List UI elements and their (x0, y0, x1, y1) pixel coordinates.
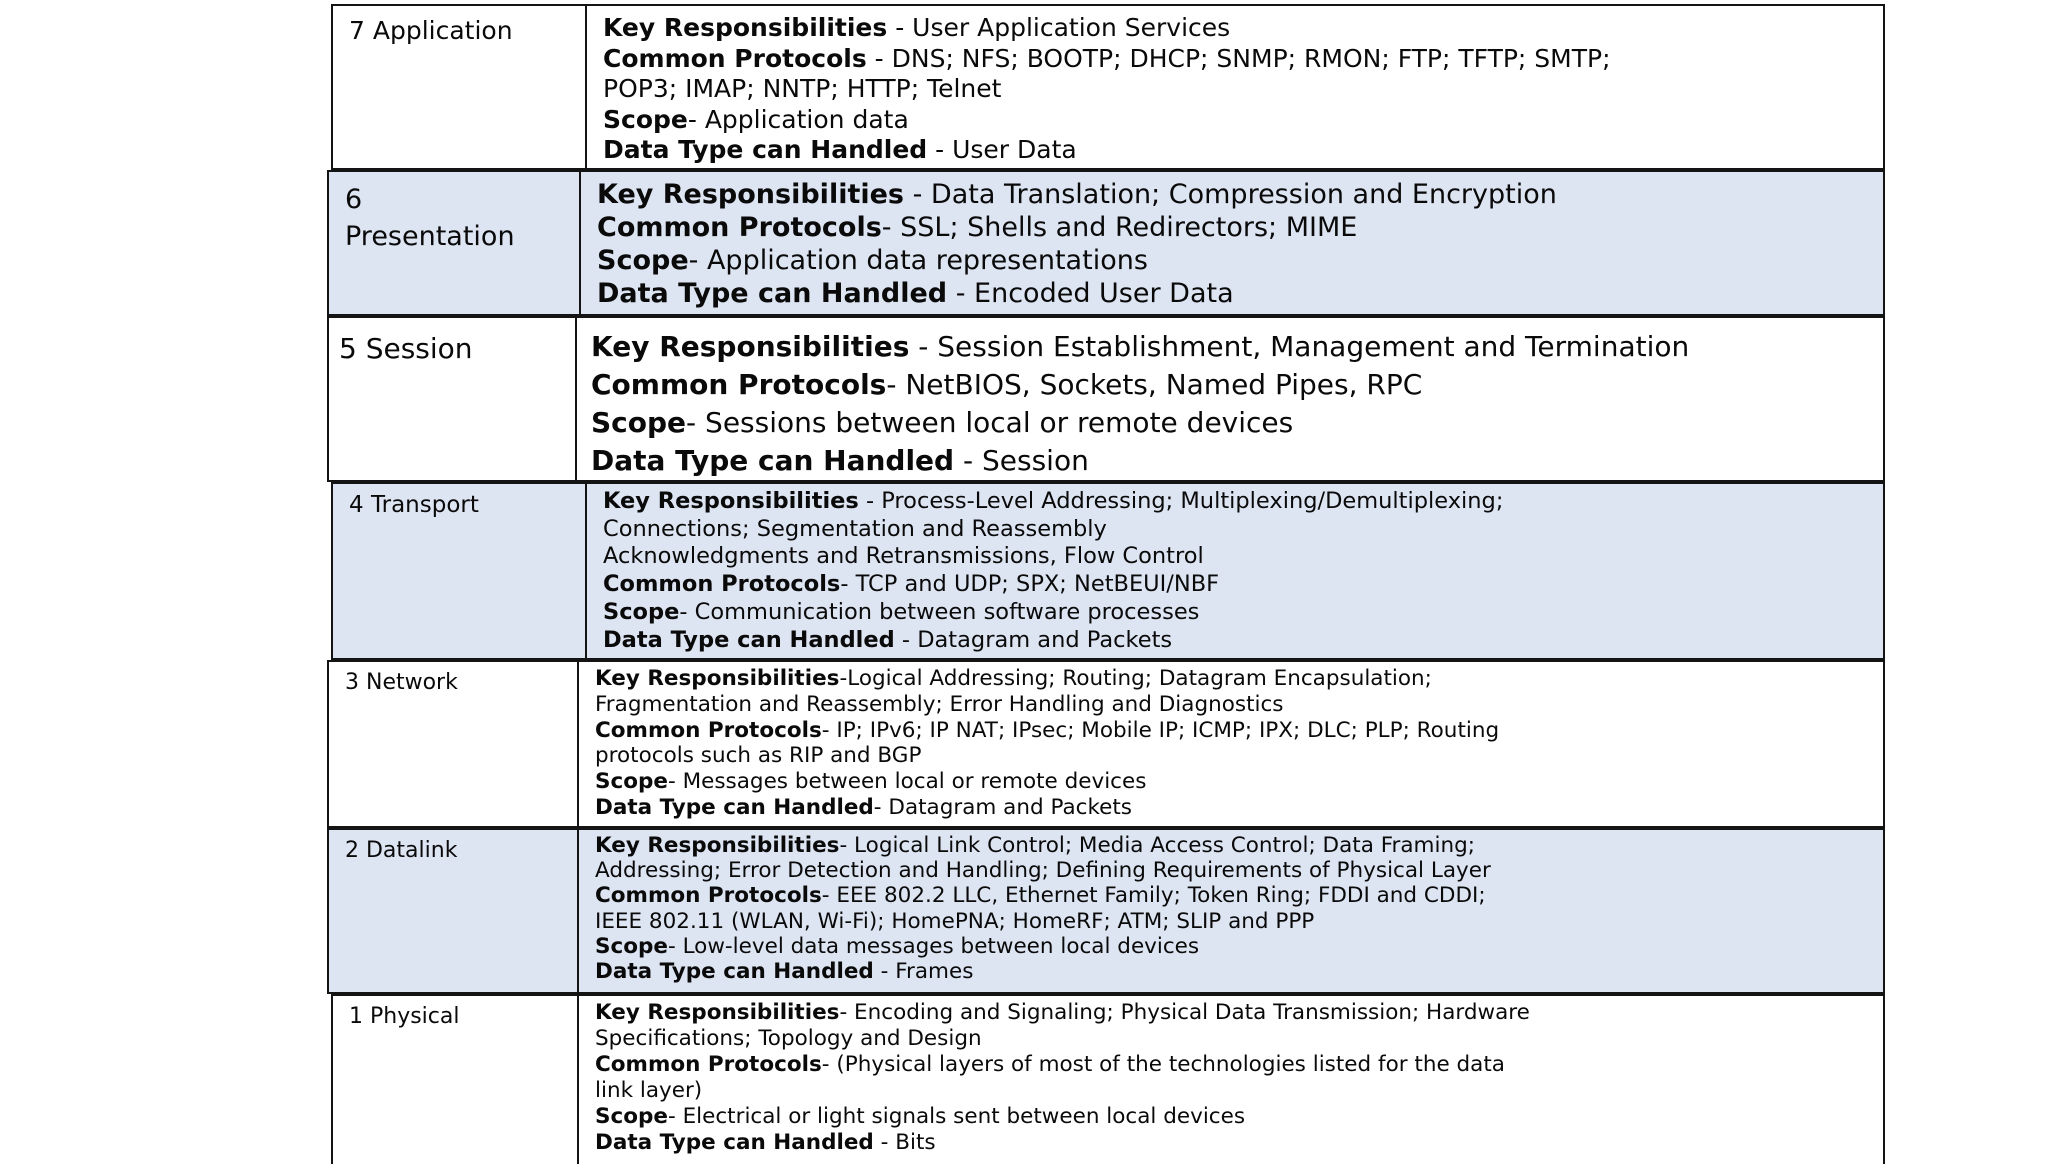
detail-label: Data Type can Handled (603, 626, 895, 653)
detail-text: - DNS; NFS; BOOTP; DHCP; SNMP; RMON; FTP; TFTP; SMTP; (866, 43, 1611, 73)
detail-label: Data Type can Handled (603, 135, 928, 164)
detail-text: - User Application Services (887, 13, 1231, 42)
layer-name-cell: 5 Session (329, 318, 577, 480)
detail-label: Scope (591, 406, 687, 439)
detail-line (603, 627, 1873, 655)
detail-text: - User Data (927, 135, 1077, 164)
layer-row-4 (331, 482, 1885, 660)
detail-line (603, 105, 1873, 136)
layer-row-7 (331, 4, 1885, 170)
detail-text: Addressing; Error Detection and Handling; Defining Requirements of Physical Layer (595, 858, 1491, 884)
detail-line (595, 1130, 1873, 1156)
layer-name-cell: 1 Physical (333, 996, 579, 1164)
detail-text: - Frames (873, 959, 974, 985)
detail-label: Data Type can Handled (597, 278, 948, 309)
layer-row-5 (327, 316, 1885, 482)
detail-label: Data Type can Handled (591, 444, 955, 477)
detail-text: - Logical Link Control; Media Access Control; Data Framing; (839, 833, 1475, 858)
detail-line (603, 135, 1873, 166)
detail-text: - EEE 802.2 LLC, Ethernet Family; Token Ring; FDDI and CDDI; (821, 883, 1486, 909)
detail-line (595, 1026, 1873, 1052)
layer-details-cell (581, 172, 1883, 314)
layer-name-cell: 7 Application (333, 6, 587, 168)
detail-line (603, 571, 1873, 599)
detail-text: protocols such as RIP and BGP (595, 743, 922, 769)
layer-details-cell (579, 996, 1883, 1164)
layer-name-cell: 3 Network (329, 662, 579, 826)
detail-line (595, 959, 1873, 984)
detail-line (597, 178, 1873, 211)
detail-text: - Session Establishment, Management and Termination (909, 330, 1690, 363)
detail-label: Common Protocols (591, 368, 887, 401)
detail-text: IEEE 802.11 (WLAN, Wi-Fi); HomePNA; HomeRF; ATM; SLIP and PPP (595, 908, 1315, 934)
detail-line (603, 599, 1873, 627)
detail-text: - Messages between local or remote devices (667, 769, 1147, 795)
layer-details-cell (579, 662, 1883, 826)
detail-text: - Datagram and Packets (873, 794, 1132, 820)
detail-line (595, 883, 1873, 908)
detail-label: Scope (603, 104, 688, 134)
detail-text: - IP; IPv6; IP NAT; IPsec; Mobile IP; ICMP; IPX; DLC; PLP; Routing (821, 717, 1500, 743)
detail-line (603, 13, 1873, 44)
detail-line (595, 795, 1873, 821)
detail-label: Scope (595, 769, 668, 795)
layer-name-cell: 4 Transport (333, 484, 587, 658)
detail-text: Connections; Segmentation and Reassembly (603, 515, 1107, 542)
detail-line (597, 211, 1873, 244)
detail-text: - TCP and UDP; SPX; NetBEUI/NBF (840, 571, 1220, 598)
detail-line (595, 718, 1873, 744)
detail-label: Key Responsibilities (591, 330, 910, 363)
detail-text: Fragmentation and Reassembly; Error Handling and Diagnostics (595, 691, 1284, 717)
detail-line (591, 366, 1873, 404)
detail-line (595, 1104, 1873, 1130)
detail-text: POP3; IMAP; NNTP; HTTP; Telnet (603, 74, 1002, 103)
detail-label: Key Responsibilities (597, 179, 904, 210)
detail-text: - SSL; Shells and Redirectors; MIME (881, 212, 1358, 243)
detail-line (603, 516, 1873, 544)
detail-line (603, 44, 1873, 75)
detail-line (595, 858, 1873, 883)
detail-text: - Low-level data messages between local devices (667, 933, 1200, 959)
detail-label: Common Protocols (597, 212, 882, 243)
detail-text: - Process-Level Addressing; Multiplexing/Demultiplexing; (858, 488, 1504, 514)
detail-text: - (Physical layers of most of the technologies listed for the data (821, 1052, 1505, 1077)
detail-line (595, 909, 1873, 934)
detail-line (591, 328, 1873, 366)
detail-text: -Logical Addressing; Routing; Datagram Encapsulation; (839, 666, 1432, 691)
detail-line (591, 442, 1873, 480)
detail-label: Common Protocols (603, 43, 867, 73)
detail-label: Scope (595, 1104, 668, 1129)
detail-label: Scope (597, 245, 689, 276)
detail-text: - Electrical or light signals sent between local devices (667, 1104, 1246, 1129)
detail-line (595, 1052, 1873, 1078)
layer-row-2 (327, 828, 1885, 994)
detail-line (591, 404, 1873, 442)
detail-label: Scope (595, 933, 668, 959)
layer-name-cell: 2 Datalink (329, 830, 579, 992)
detail-line (595, 743, 1873, 769)
detail-text: - Session (954, 444, 1089, 477)
detail-line (603, 74, 1873, 105)
detail-text: - Application data (687, 104, 909, 134)
detail-label: Key Responsibilities (595, 1000, 840, 1025)
detail-label: Data Type can Handled (595, 794, 874, 820)
detail-line (595, 769, 1873, 795)
detail-label: Data Type can Handled (595, 959, 874, 985)
detail-line (595, 692, 1873, 718)
detail-text: - Application data representations (688, 245, 1148, 276)
detail-text: link layer) (595, 1078, 703, 1103)
detail-label: Scope (603, 598, 680, 625)
layer-details-cell (587, 6, 1883, 168)
layer-row-3 (327, 660, 1885, 828)
detail-text: Specifications; Topology and Design (595, 1026, 982, 1051)
detail-line (597, 277, 1873, 310)
detail-text: - Communication between software processes (679, 598, 1200, 625)
detail-text: - Bits (873, 1130, 936, 1155)
layer-details-cell (587, 484, 1883, 658)
detail-line (595, 833, 1873, 858)
detail-label: Key Responsibilities (595, 833, 840, 858)
layer-details-cell (577, 318, 1883, 480)
detail-line (603, 543, 1873, 571)
detail-label: Data Type can Handled (595, 1130, 874, 1155)
detail-label: Key Responsibilities (595, 666, 840, 691)
detail-label: Common Protocols (595, 717, 822, 743)
detail-text: - Datagram and Packets (894, 626, 1173, 653)
detail-label: Common Protocols (595, 1052, 822, 1077)
detail-label: Key Responsibilities (603, 13, 888, 42)
detail-line (603, 488, 1873, 516)
detail-label: Common Protocols (603, 571, 841, 598)
detail-text: - Sessions between local or remote devices (686, 406, 1294, 439)
detail-text: - NetBIOS, Sockets, Named Pipes, RPC (886, 368, 1423, 401)
detail-label: Key Responsibilities (603, 488, 859, 514)
detail-line (597, 244, 1873, 277)
detail-line (595, 934, 1873, 959)
detail-text: Acknowledgments and Retransmissions, Flow Control (603, 543, 1204, 570)
detail-text: - Encoding and Signaling; Physical Data Transmission; Hardware (839, 1000, 1530, 1025)
detail-line (595, 666, 1873, 692)
detail-line (595, 1000, 1873, 1026)
layer-row-1 (331, 994, 1885, 1164)
detail-line (595, 1078, 1873, 1104)
layer-row-6 (327, 170, 1885, 316)
detail-label: Common Protocols (595, 883, 822, 909)
detail-text: - Data Translation; Compression and Encryption (904, 179, 1557, 210)
detail-text: - Encoded User Data (947, 278, 1234, 309)
layer-name-cell: 6 Presentation (329, 172, 581, 314)
layer-details-cell (579, 830, 1883, 992)
